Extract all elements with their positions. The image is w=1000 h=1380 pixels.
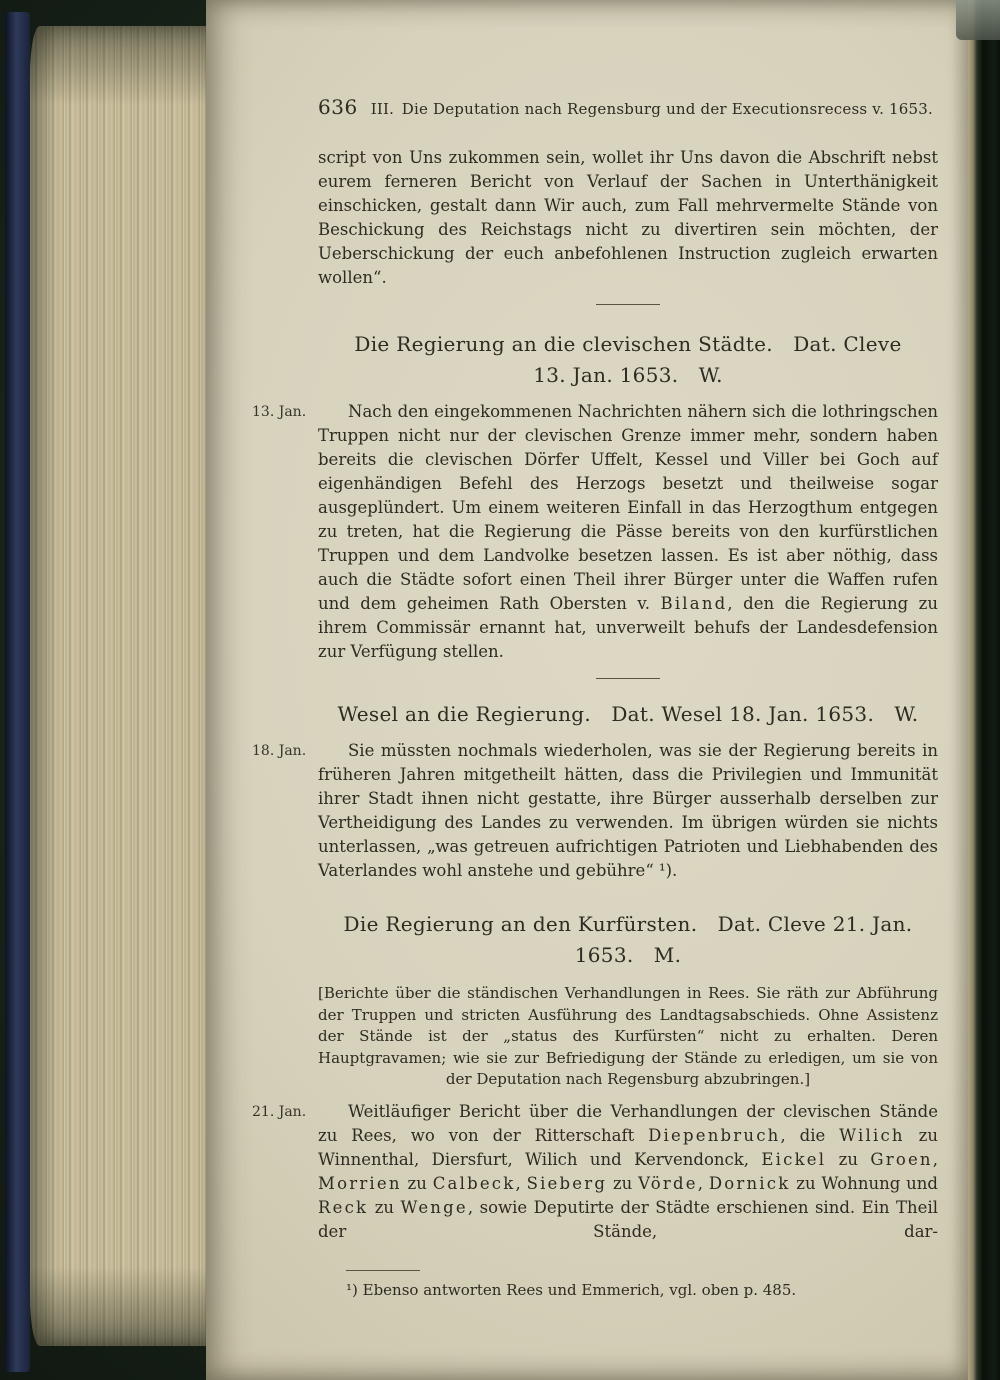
text-run: zu bbox=[368, 1197, 401, 1217]
emphasized-name: Morrien bbox=[318, 1173, 402, 1193]
page-fore-edges bbox=[30, 26, 206, 1346]
text-run: , den die Regierung zu ihrem Commissär ernannt hat, unverweilt behufs der Landesdefension zur Verfügung stellen. bbox=[318, 594, 938, 661]
running-header-title: III. Die Deputation nach Regensburg und der Executionsrecess v. 1653. bbox=[370, 100, 933, 118]
emphasized-name: Wenge bbox=[400, 1197, 468, 1217]
heading-line: Die Regierung an die clevischen Städte. Dat. Cleve bbox=[354, 332, 902, 356]
page-content bbox=[252, 0, 939, 1301]
section-abstract: [Berichte über die ständischen Verhandlungen in Rees. Sie räth zur Abführung der Truppen und stricten Ausführung des Landtagsabschieds. Ohne Assistenz der Stände ist der „status des Kurfürsten“ nicht zu erhalten. Deren Hauptgravamen; wie sie zur Befriedigung der Stände zu erledigen, um sie von der Deputation nach Regensburg abzubringen.] bbox=[318, 984, 938, 1088]
page-number: 636 bbox=[318, 95, 358, 119]
text-run: , sowie Deputirte der Städte erschienen sind. Ein Theil der Stände, dar- bbox=[318, 1197, 938, 1241]
emphasized-name: Wilich bbox=[839, 1125, 905, 1145]
dated-paragraph bbox=[252, 400, 938, 664]
text-run: zu Wohnung und bbox=[790, 1173, 938, 1193]
separator-rule bbox=[596, 304, 660, 305]
emphasized-name: Sieberg bbox=[526, 1173, 608, 1193]
heading-line: Wesel an die Regierung. Dat. Wesel 18. Jan. 1653. W. bbox=[337, 702, 919, 726]
section-heading-wesel bbox=[318, 699, 938, 730]
emphasized-name: Biland bbox=[660, 594, 728, 613]
text-run: , die bbox=[780, 1125, 840, 1145]
paragraph-intro: script von Uns zukommen sein, wollet ihr Uns davon die Abschrift nebst eurem ferneren Bericht von Verlauf der Sachen in Unterthänigkeit einschicken, gestalt dann Wir auch, zum Fall mehrvermelte Stände von Beschickung des Reichstags nicht zu divertiren sein möchten, der Ueberschickung der euch anbefohlenen Instruction zugleich erwarten wollen“. bbox=[318, 148, 938, 287]
heading-line: Die Regierung an den Kurfürsten. Dat. Cleve 21. Jan. bbox=[343, 912, 913, 936]
emphasized-name: Calbeck bbox=[432, 1173, 516, 1193]
scanner-clip bbox=[956, 0, 1000, 40]
emphasized-name: Reck bbox=[318, 1197, 369, 1217]
heading-line: 13. Jan. 1653. W. bbox=[533, 363, 723, 387]
text-run: Nach den eingekommenen Nachrichten nähern sich die lothringschen Truppen nicht nur der clevischen Grenze immer mehr, sondern haben bereits die clevischen Dörfer Uffelt, Kessel und Viller bei Goch auf eigenhändigen Befehl des Herzogs besetzt und theilweise sogar ausgeplündert. Um einem weiteren Einfall in das Herzogthum entgegen zu treten, hat die Regierung die Pässe bereits von den kurfürstlichen Truppen und dem Landvolke besetzen lassen. Es ist aber nöthig, dass auch die Städte sofort einen Theil ihrer Bürger unter die Waffen rufen und dem geheimen Rath Obersten v. bbox=[318, 402, 938, 613]
margin-date-note: 18. Jan. bbox=[252, 743, 307, 759]
paragraph bbox=[318, 400, 938, 664]
text-run: Sie müssten nochmals wiederholen, was sie der Regierung bereits in früheren Jahren mitgetheilt hätten, dass die Privilegien und Immunität ihrer Stadt ihnen nicht gestatte, ihre Bürger ausserhalb derselben zur Vertheidigung des Landes zu verwenden. Im übrigen würden sie nichts unterlassen, „was getreuen aufrichtigen Patrioten und Liebhabenden des Vaterlandes wohl anstehe und gebühre“ ¹). bbox=[318, 741, 938, 880]
emphasized-name: Groen bbox=[870, 1149, 933, 1169]
section-heading-kurfuerst bbox=[318, 909, 938, 971]
margin-date-note: 21. Jan. bbox=[252, 1103, 307, 1120]
text-run: , bbox=[932, 1149, 939, 1169]
book-cover-edge bbox=[5, 12, 30, 1372]
text-run: zu bbox=[607, 1173, 639, 1193]
section-heading-cleve-staedte bbox=[318, 329, 938, 391]
running-header bbox=[318, 95, 938, 119]
dated-paragraph bbox=[252, 1100, 939, 1244]
footnote-rule bbox=[346, 1270, 420, 1271]
margin-date-note: 13. Jan. bbox=[252, 404, 307, 420]
emphasized-name: Vörde bbox=[638, 1173, 698, 1193]
paragraph bbox=[318, 739, 938, 883]
text-run: , bbox=[697, 1173, 709, 1193]
heading-line: 1653. M. bbox=[574, 943, 682, 967]
text-run: , bbox=[515, 1173, 527, 1193]
text-run: Weitläufiger Bericht über die Verhandlungen der clevischen Stände zu Rees, wo von der Ritterschaft bbox=[318, 1101, 938, 1145]
emphasized-name: Eickel bbox=[761, 1149, 827, 1169]
separator-rule bbox=[596, 678, 660, 679]
page-right-edge bbox=[968, 0, 1000, 1380]
text-run: zu bbox=[826, 1149, 871, 1169]
text-run: zu Winnenthal, Diersfurt, Wilich und Kervendonck, bbox=[318, 1125, 938, 1169]
book-page bbox=[206, 0, 968, 1380]
emphasized-name: Diepenbruch bbox=[648, 1125, 781, 1145]
emphasized-name: Dornick bbox=[708, 1173, 791, 1193]
footnote: ¹) Ebenso antworten Rees und Emmerich, vgl. oben p. 485. bbox=[346, 1280, 797, 1299]
dated-paragraph bbox=[252, 739, 938, 883]
text-run: zu bbox=[401, 1173, 433, 1193]
paragraph bbox=[318, 1100, 938, 1244]
